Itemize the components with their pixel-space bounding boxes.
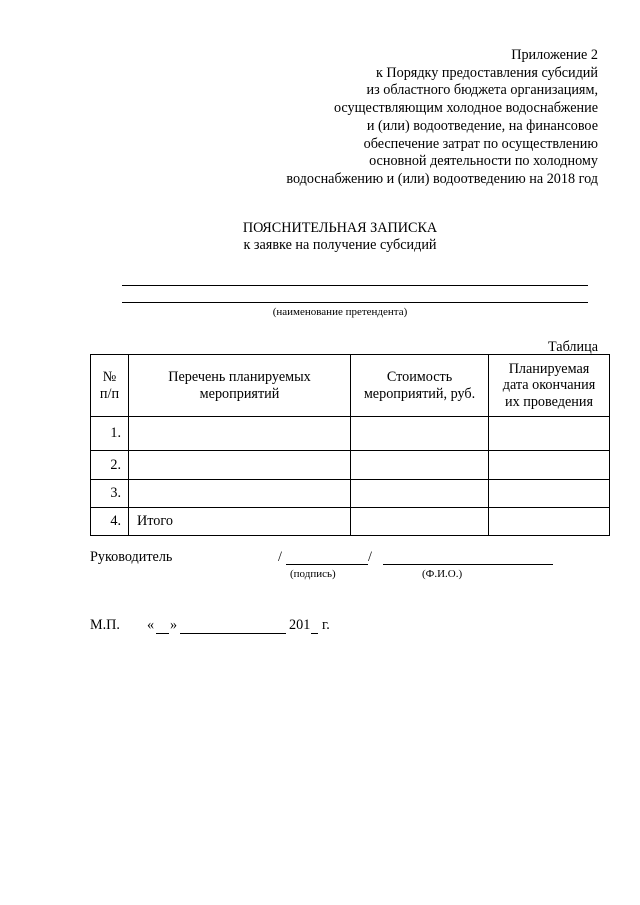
annex-line: Приложение 2 [511,47,598,63]
annex-line: из областного бюджета организациям, [366,82,598,99]
applicant-name-line-1 [122,285,588,286]
cell-num: 2. [91,451,129,480]
cell-cost[interactable] [351,417,489,451]
applicant-name-line-2 [122,302,588,303]
annex-line: основной деятельности по холодному [369,153,598,170]
table-caption: Таблица [547,339,598,355]
full-name-field[interactable] [383,564,553,565]
cell-num: 3. [91,480,129,508]
cell-name[interactable] [129,480,351,508]
stamp-date-row [90,617,390,637]
cell-date[interactable] [489,480,610,508]
signature-caption: (подпись) [290,568,336,580]
cell-date[interactable] [489,508,610,536]
cell-date[interactable] [489,417,610,451]
full-name-caption: (Ф.И.О.) [422,568,463,580]
cell-num: 4. [91,508,129,536]
cell-name[interactable] [129,417,351,451]
cell-cost[interactable] [351,508,489,536]
applicant-caption: (наименование претендента) [272,306,408,318]
header-date: Планируемая дата окончания их проведения [489,355,610,417]
header-cost: Стоимость мероприятий, руб. [351,355,489,417]
document-title [0,220,640,254]
cell-cost[interactable] [351,480,489,508]
annex-line: обеспечение затрат по осуществлению [363,135,598,152]
table-header-row [91,355,610,417]
year-suffix: г. [322,617,330,633]
table-row [91,417,610,451]
table-row [91,480,610,508]
table-row-total [91,508,610,536]
cell-total-label: Итого [129,508,351,536]
cell-name[interactable] [129,451,351,480]
day-field[interactable] [156,633,169,634]
header-events: Перечень планируемых мероприятий [129,355,351,417]
year-prefix: 201 [289,617,311,633]
cell-cost[interactable] [351,451,489,480]
annex-header [198,47,598,189]
header-num: № п/п [91,355,129,417]
annex-line: к Порядку предоставления субсидий [375,64,598,81]
signature-field[interactable] [286,564,368,565]
quote-close: » [170,617,178,633]
annex-line: и (или) водоотведение, на финансовое [366,117,598,134]
signature-slash: / [278,549,282,565]
title-main: ПОЯСНИТЕЛЬНАЯ ЗАПИСКА [242,220,438,236]
stamp-label: М.П. [90,617,120,633]
year-field[interactable] [311,633,318,634]
signature-slash: / [368,549,372,565]
title-sub: к заявке на получение субсидий [243,237,437,253]
events-table [90,354,610,536]
annex-line: осуществляющим холодное водоснабжение [333,100,598,117]
cell-num: 1. [91,417,129,451]
month-field[interactable] [180,633,286,634]
cell-date[interactable] [489,451,610,480]
quote-open: « [147,617,155,633]
table-row [91,451,610,480]
signature-label: Руководитель [90,549,173,565]
annex-line: водоснабжению и (или) водоотведению на 2018 год [286,170,598,187]
